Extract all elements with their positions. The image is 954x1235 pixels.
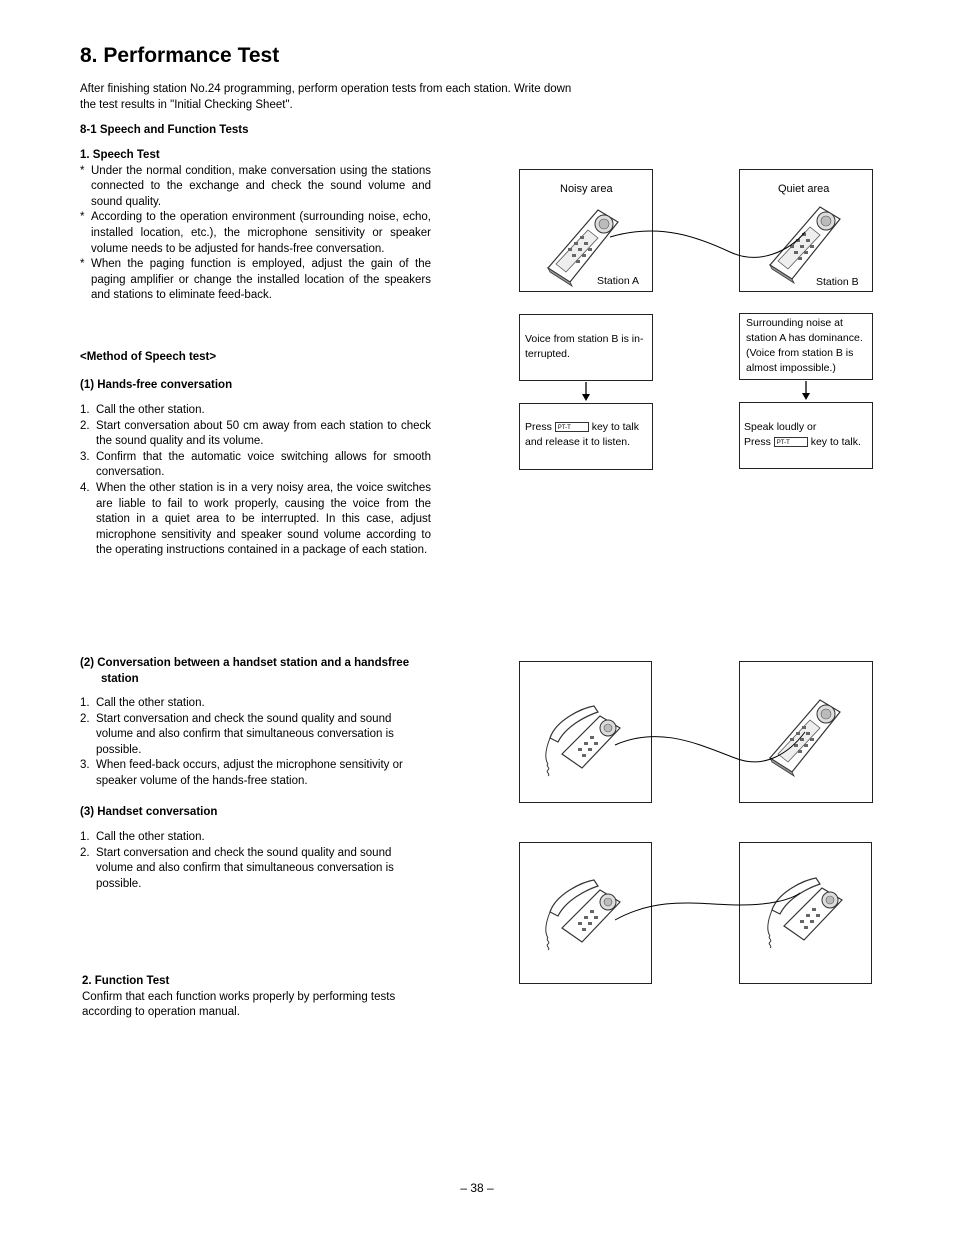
intro-line: the test results in "Initial Checking Sheet".	[80, 98, 293, 111]
action-text: Press	[744, 436, 771, 448]
bullet-text: When the paging function is employed, adjust the gain of the paging amplifier or change the installed location of the speakers and stations to eliminate feed-back.	[91, 258, 431, 302]
note-line: Surrounding noise at	[746, 317, 843, 329]
item-number: 1.	[80, 404, 90, 416]
handset-phone-icon	[768, 878, 842, 948]
arrow-down-icon	[802, 393, 810, 400]
arrow-down-icon	[582, 394, 590, 401]
page-title: 8. Performance Test	[80, 44, 280, 67]
handset-phone-icon	[546, 880, 620, 950]
bullet-mark: *	[80, 164, 85, 177]
action-text: key to talk.	[810, 436, 861, 448]
bullet-mark: *	[80, 258, 85, 271]
item-text: When the other station is in a very noisy area, the voice switches are liable to fail to work properly, causing the voice from the station in a quiet area to be interrupted. In this case, adjust microphone sensitivity and speaker sound volume according to the operating instructions contained in a package of each station.	[96, 481, 431, 557]
item-number: 4.	[80, 481, 90, 494]
function-test-line: Confirm that each function works properly by performing tests	[82, 990, 396, 1003]
action-text: key to talk	[591, 421, 639, 433]
method-heading: <Method of Speech test>	[80, 351, 217, 363]
item-number: 2.	[80, 712, 90, 725]
item-text: Call the other station.	[96, 831, 205, 843]
item-text: Start conversation and check the sound quality and sound volume and also confirm that simultaneous conversation is possible.	[96, 846, 394, 890]
item-number: 1.	[80, 697, 90, 709]
action-line: and release it to listen.	[525, 436, 631, 448]
item-text: Call the other station.	[96, 404, 205, 416]
handset-phone-icon	[546, 706, 620, 776]
bullet-text: Under the normal condition, make conversation using the stations connected to the exchange and check the sound volume and sound quality.	[91, 164, 431, 208]
pt-t-key-icon: PT-T	[555, 422, 589, 432]
item-number: 2.	[80, 419, 90, 432]
bullet-text: According to the operation environment (surrounding noise, echo, installed location, etc.), the microphone sensitivity or speaker volume needs to be adjusted for hands-free conversation.	[91, 211, 431, 255]
item-number: 2.	[80, 846, 90, 859]
handsfree-phone-icon	[548, 210, 618, 286]
function-test-line: according to operation manual.	[82, 1006, 240, 1019]
pt-t-key-icon: PT-T	[774, 437, 808, 447]
item-text: Start conversation and check the sound quality and sound volume and also confirm that simultaneous conversation is possible.	[96, 712, 394, 756]
note-line: Voice from station B is in-	[525, 333, 644, 345]
item-text: Call the other station.	[96, 697, 205, 709]
item-number: 1.	[80, 831, 90, 843]
station-a-label: Station A	[597, 275, 640, 287]
note-line: station A has dominance.	[746, 332, 863, 344]
note-line: terrupted.	[525, 348, 570, 360]
note-line: almost impossible.)	[746, 362, 836, 374]
item-text: Confirm that the automatic voice switching allows for smooth conversation.	[96, 450, 431, 479]
item-text: Start conversation about 50 cm away from each station to check the sound quality and its volume.	[96, 419, 431, 448]
item-number: 3.	[80, 759, 90, 772]
noisy-area-label: Noisy area	[560, 183, 613, 195]
handsfree-phone-icon	[770, 207, 840, 283]
action-text: Press	[525, 421, 552, 433]
handset-conv-heading: (3) Handset conversation	[80, 806, 218, 818]
handsfree-phone-icon	[770, 700, 840, 776]
bullet-mark: *	[80, 211, 85, 224]
page-number: – 38 –	[460, 1181, 494, 1195]
hands-free-heading: (1) Hands-free conversation	[80, 379, 233, 391]
item-text: When feed-back occurs, adjust the microphone sensitivity or speaker volume of the hands-free station.	[96, 759, 403, 787]
connection-line	[615, 893, 800, 920]
connection-line	[610, 231, 805, 257]
station-b-label: Station B	[816, 276, 859, 288]
function-test-heading: 2. Function Test	[82, 975, 170, 987]
heading-line: station	[101, 672, 139, 685]
note-line: (Voice from station B is	[746, 347, 854, 359]
action-line: Speak loudly or	[744, 421, 817, 433]
item-number: 3.	[80, 450, 90, 463]
section-heading: 8-1 Speech and Function Tests	[80, 124, 249, 136]
speech-test-heading: 1. Speech Test	[80, 149, 160, 161]
heading-line: (2) Conversation between a handset station and a handsfree	[80, 657, 410, 669]
quiet-area-label: Quiet area	[778, 183, 830, 195]
intro-line: After finishing station No.24 programming, perform operation tests from each station. Write down	[80, 83, 572, 95]
